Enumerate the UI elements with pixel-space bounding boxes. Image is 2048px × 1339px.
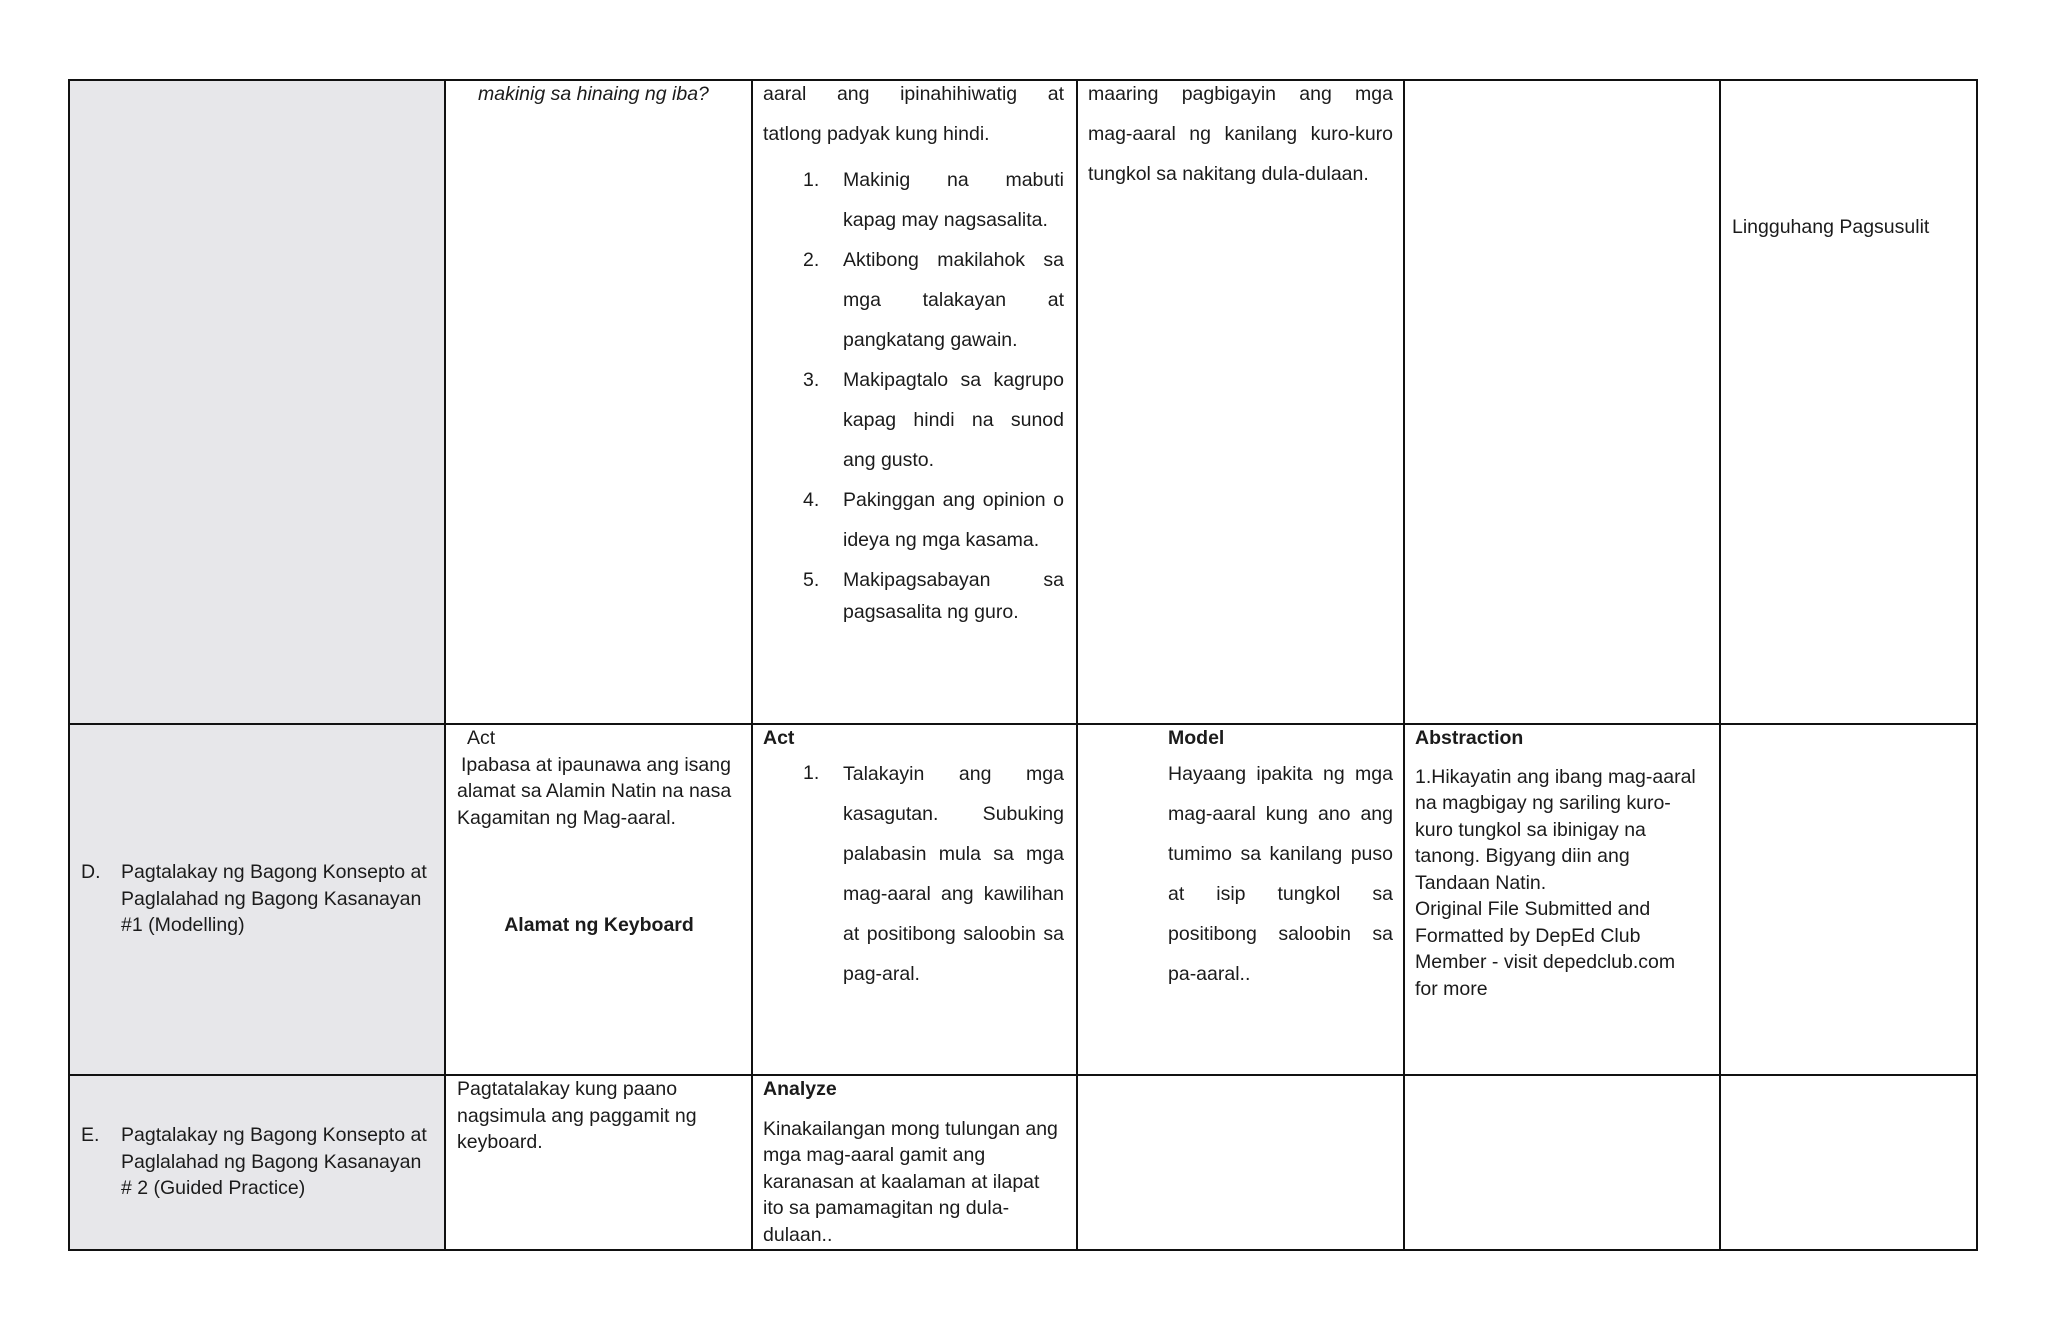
body-line: na magbigay ng sariling kuro- — [1415, 792, 1671, 814]
body-line: palabasin mula sa mga — [843, 842, 1064, 865]
body-line: Tandaan Natin. — [1415, 871, 1547, 894]
list-item-line: ideya ng mga kasama. — [843, 529, 1040, 551]
list-item — [763, 480, 1064, 560]
body-line: Ipabasa at ipaunawa ang isang — [461, 753, 731, 776]
row-d-label — [81, 859, 441, 939]
list-number: 5. — [803, 569, 820, 591]
row-d-label-line: #1 (Modelling) — [121, 914, 245, 936]
row-d-col-c-heading: Act — [763, 727, 795, 749]
intro-line-1: aaral ang ipinahihiwatig at — [763, 83, 1064, 105]
row-c-col-c-intro-1 — [763, 80, 1064, 108]
row-d-col-c — [763, 725, 1064, 994]
row-e-letter: E. — [81, 1124, 100, 1146]
list-item-line: pagsasalita ng guro. — [843, 601, 1019, 623]
list-item-line: ang gusto. — [843, 449, 935, 471]
list-item-line: Aktibong makilahok sa — [843, 249, 1064, 271]
body-line: kuro tungkol sa ibinigay na — [1415, 818, 1646, 841]
row-d-col-e-heading: Abstraction — [1415, 727, 1524, 749]
body-line: Pagtatalakay kung paano — [457, 1078, 678, 1100]
row-c-col-c-intro-2 — [763, 120, 1064, 148]
row-e-label — [81, 1122, 441, 1202]
body-line: mag-aaral ang kawilihan — [843, 882, 1064, 905]
body-line: Kagamitan ng Mag-aaral. — [457, 806, 676, 829]
row-c-col-f — [1732, 214, 1967, 241]
row-c-question-text: makinig sa hinaing ng iba? — [478, 83, 709, 105]
row-e-col-c-heading: Analyze — [763, 1078, 837, 1100]
list-item-line: Pakinggan ang opinion o — [843, 489, 1064, 511]
list-item-line: Makipagtalo sa kagrupo — [843, 369, 1064, 391]
list-number: 4. — [803, 489, 820, 511]
body-line: pa-aaral.. — [1168, 962, 1251, 985]
body-line: kasagutan. Subuking — [843, 802, 1064, 825]
row-d-letter: D. — [81, 861, 101, 883]
row-e-label-line: Paglalahad ng Bagong Kasanayan — [121, 1150, 422, 1173]
list-number: 2. — [803, 249, 820, 271]
list-item-line: Makipagsabayan sa — [843, 569, 1064, 591]
body-line: at positibong saloobin sa — [843, 922, 1064, 945]
intro-line-2: tatlong padyak kung hindi. — [763, 123, 990, 145]
row-e-col-b — [457, 1076, 749, 1156]
body-line: Talakayin ang mga — [843, 762, 1064, 785]
body-line: tumimo sa kanilang puso — [1168, 842, 1393, 865]
list-item-line: kapag hindi na sunod — [843, 409, 1064, 431]
list-item — [763, 160, 1064, 240]
row-c-col-d — [1088, 74, 1393, 194]
row-d-col-b-heading: Act — [467, 727, 496, 749]
row-d-col-c-body — [843, 754, 1064, 994]
watermark-line: Original File Submitted and — [1415, 898, 1651, 920]
body-line: dulaan.. — [763, 1223, 833, 1246]
body-line: Kinakailangan mong tulungan ang — [763, 1117, 1058, 1140]
row-d-col-d-heading: Model — [1168, 727, 1225, 749]
list-item-line: mga talakayan at — [843, 289, 1064, 311]
watermark-line: Member - visit depedclub.com — [1415, 951, 1676, 973]
list-item — [763, 240, 1064, 360]
watermark-line: Formatted by DepEd Club — [1415, 924, 1641, 947]
row-c-col-b-question — [478, 80, 738, 108]
numbered-list — [763, 160, 1064, 624]
row-d-label-line: Pagtalakay ng Bagong Konsepto at — [121, 861, 427, 883]
row-c-col-d-line: maaring pagbigayin ang mga — [1088, 83, 1393, 105]
list-item-line: pangkatang gawain. — [843, 329, 1018, 351]
row-c-col-d-line: mag-aaral ng kanilang kuro-kuro — [1088, 123, 1393, 145]
assessment-label: Lingguhang Pagsusulit — [1732, 216, 1930, 238]
body-line: Hayaang ipakita ng mga — [1168, 762, 1393, 785]
label-column-shade — [69, 80, 445, 1250]
body-line: pag-aral. — [843, 962, 920, 985]
row-d-col-e — [1415, 725, 1715, 1002]
list-item-line: Makinig na mabuti — [843, 169, 1064, 191]
list-number: 1. — [803, 169, 820, 191]
row-e-label-line: Pagtalakay ng Bagong Konsepto at — [121, 1124, 427, 1146]
body-line: mag-aaral kung ano ang — [1168, 802, 1393, 825]
list-number: 3. — [803, 369, 820, 391]
row-d-col-d — [1168, 725, 1393, 994]
body-line: tanong. Bigyang diin ang — [1415, 845, 1630, 867]
list-number: 1. — [803, 761, 820, 784]
body-line: positibong saloobin sa — [1168, 922, 1393, 945]
body-line: 1.Hikayatin ang ibang mag-aaral — [1415, 765, 1696, 788]
row-d-label-line: Paglalahad ng Bagong Kasanayan — [121, 887, 422, 910]
body-line: ito sa pamamagitan ng dula- — [763, 1197, 1010, 1219]
row-d-col-b — [457, 725, 749, 936]
story-title: Alamat ng Keyboard — [504, 914, 694, 936]
row-e-col-c — [763, 1076, 1074, 1248]
row-d-col-b-body — [457, 752, 749, 832]
list-item — [763, 560, 1064, 624]
list-item-line: kapag may nagsasalita. — [843, 209, 1048, 231]
row-e-label-line: # 2 (Guided Practice) — [121, 1177, 306, 1199]
body-line: mga mag-aaral gamit ang — [763, 1144, 986, 1166]
row-c-col-d-line: tungkol sa nakitang dula-dulaan. — [1088, 163, 1369, 185]
body-line: alamat sa Alamin Natin na nasa — [457, 780, 732, 802]
watermark-line: for more — [1415, 977, 1488, 1000]
body-line: at isip tungkol sa — [1168, 882, 1393, 905]
body-line: keyboard. — [457, 1131, 543, 1153]
row-c-col-c — [763, 80, 1064, 623]
body-line: nagsimula ang paggamit ng — [457, 1104, 697, 1127]
row-d-col-d-body — [1168, 754, 1393, 994]
list-item — [763, 360, 1064, 480]
body-line: karanasan at kaalaman at ilapat — [763, 1170, 1040, 1193]
